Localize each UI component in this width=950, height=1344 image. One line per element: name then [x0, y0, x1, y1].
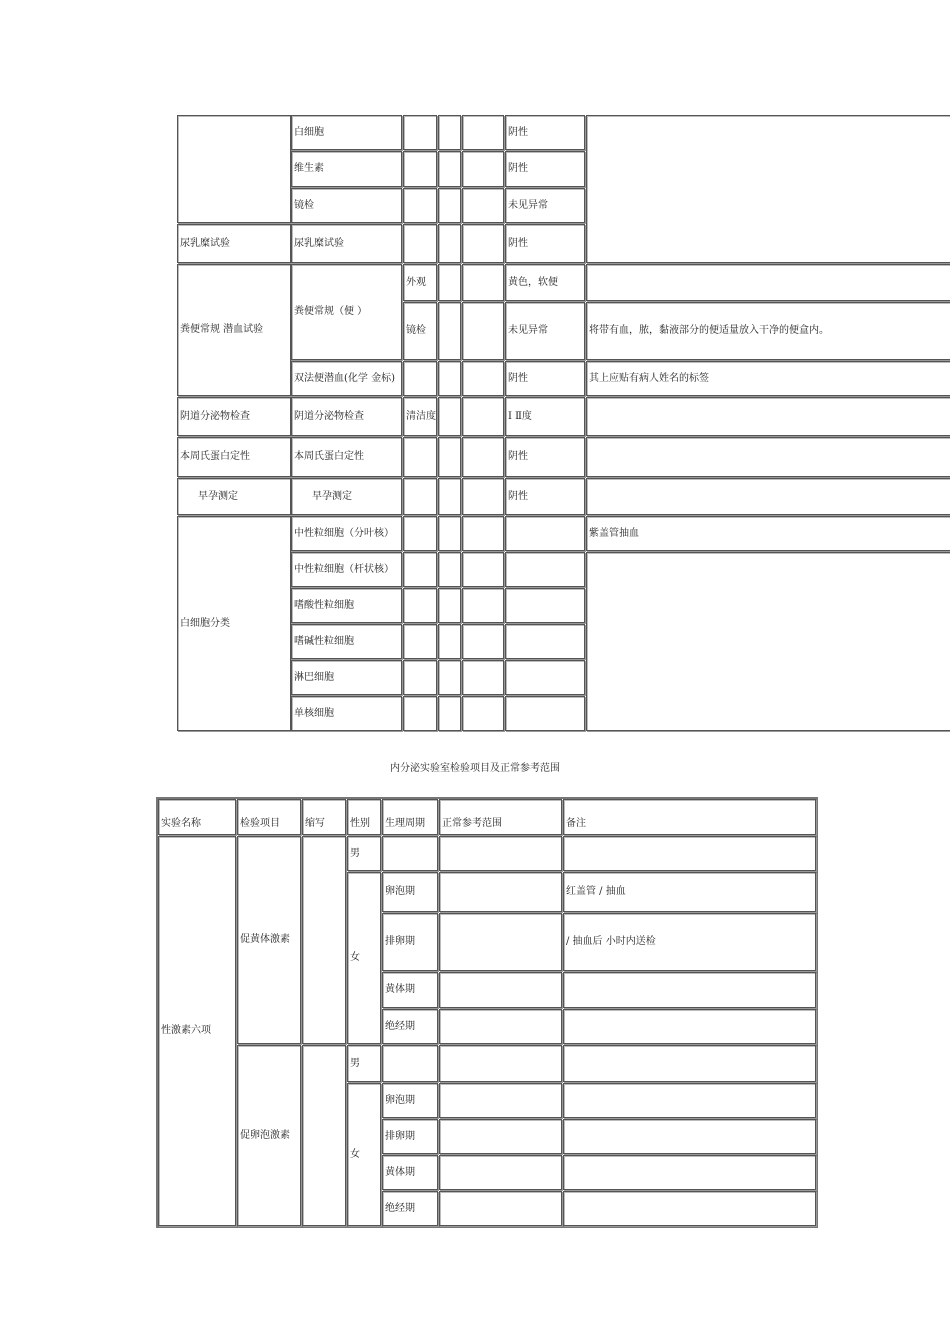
table-cell: 促黄体激素	[237, 836, 301, 1044]
table-cell	[403, 224, 437, 263]
table-cell: 紫盖管抽血	[586, 516, 950, 551]
table-cell	[438, 516, 461, 551]
column-header: 正常参考范围	[439, 799, 562, 835]
table-cell: / 抽血后 小时内送检	[563, 913, 816, 971]
table-cell	[505, 552, 585, 587]
table-cell: 镜检	[403, 302, 437, 360]
table-cell	[439, 872, 562, 912]
table-cell: 红盖管 / 抽血	[563, 872, 816, 912]
table-cell	[563, 1083, 816, 1118]
table-cell: 黄体期	[382, 972, 438, 1008]
table-cell	[403, 660, 437, 695]
table-cell	[438, 302, 461, 360]
table-cell	[403, 437, 437, 477]
table-cell	[403, 552, 437, 587]
table-cell	[439, 972, 562, 1008]
table-cell	[439, 1045, 562, 1082]
table-cell	[563, 1155, 816, 1190]
table-cell	[438, 696, 461, 731]
table-cell	[403, 478, 437, 515]
table-cell	[438, 115, 461, 150]
table-cell: 将带有血，脓，黏液部分的便适量放入干净的便盒内。	[586, 302, 950, 360]
table-cell	[438, 264, 461, 301]
table-cell	[462, 624, 504, 659]
table-cell: 维生素	[291, 151, 402, 187]
table-cell	[586, 437, 950, 477]
table-cell	[462, 115, 504, 150]
table-cell	[563, 1009, 816, 1044]
table-cell: 女	[347, 872, 381, 1044]
table-cell	[505, 624, 585, 659]
table-cell: 白细胞	[291, 115, 402, 150]
table-cell: 阴道分泌物检查	[177, 397, 291, 436]
table-cell	[382, 836, 438, 871]
table-cell	[403, 151, 437, 187]
table-cell	[382, 1045, 438, 1082]
table-cell	[563, 1119, 816, 1154]
table-cell	[505, 516, 585, 551]
table-cell: 双法便潜血(化学 金标)	[291, 361, 402, 396]
table-cell	[462, 302, 504, 360]
column-header: 性别	[347, 799, 381, 835]
table-cell	[403, 516, 437, 551]
table-cell: 促卵泡激素	[237, 1045, 301, 1226]
table-cell	[302, 836, 346, 1044]
table-cell: 本周氏蛋白定性	[291, 437, 402, 477]
table-cell: 排卵期	[382, 1119, 438, 1154]
table-cell: 阴性	[505, 151, 585, 187]
table-cell	[439, 1009, 562, 1044]
table-cell	[302, 1045, 346, 1226]
table-cell	[462, 696, 504, 731]
table-cell: 阴性	[505, 361, 585, 396]
table-cell: 粪便常规（便 ）	[291, 264, 402, 360]
table-cell	[586, 115, 950, 263]
table-cell: 清洁度	[403, 397, 437, 436]
table-cell: 镜检	[291, 188, 402, 223]
table-caption: 内分泌实验室检验项目及正常参考范围	[390, 763, 560, 774]
table-cell: 尿乳糜试验	[291, 224, 402, 263]
column-header: 检验项目	[237, 799, 301, 835]
table-cell	[439, 1155, 562, 1190]
table-cell: 嗜碱性粒细胞	[291, 624, 402, 659]
table-cell	[462, 660, 504, 695]
table-cell	[439, 836, 562, 871]
table-cell: 阴性	[505, 115, 585, 150]
table-cell	[403, 361, 437, 396]
table-cell: 阴性	[505, 224, 585, 263]
column-header: 生理周期	[382, 799, 438, 835]
table-cell: 早孕测定	[291, 478, 402, 515]
table-cell	[439, 913, 562, 971]
table-cell: 中性粒细胞（杆状核）	[291, 552, 402, 587]
table-cell	[586, 264, 950, 301]
table-cell: 早孕测定	[177, 478, 291, 515]
table-cell: 阴性	[505, 437, 585, 477]
table-cell	[438, 437, 461, 477]
table-cell	[563, 1045, 816, 1082]
table-cell	[563, 972, 816, 1008]
table-cell	[462, 188, 504, 223]
table-cell: 未见异常	[505, 302, 585, 360]
table-cell	[462, 224, 504, 263]
table-cell: 白细胞分类	[177, 516, 291, 731]
table-cell	[462, 264, 504, 301]
table-cell: 女	[347, 1083, 381, 1226]
table-cell: 其上应贴有病人姓名的标签	[586, 361, 950, 396]
table-cell	[439, 1191, 562, 1226]
table-cell: 男	[347, 1045, 381, 1082]
table-cell: 尿乳糜试验	[177, 224, 291, 263]
table-cell	[563, 1191, 816, 1226]
table-cell	[438, 660, 461, 695]
table-cell: 阴道分泌物检查	[291, 397, 402, 436]
table-cell	[462, 552, 504, 587]
table-cell	[586, 552, 950, 731]
table-cell	[403, 188, 437, 223]
table-cell: 阴性	[505, 478, 585, 515]
table-cell: 排卵期	[382, 913, 438, 971]
table-cell: Ⅰ Ⅱ度	[505, 397, 585, 436]
table-cell	[563, 836, 816, 871]
table-cell: 中性粒细胞（分叶核）	[291, 516, 402, 551]
table-cell: 粪便常规 潜血试验	[177, 264, 291, 396]
table-cell	[403, 115, 437, 150]
table-cell	[438, 552, 461, 587]
table-cell: 绝经期	[382, 1009, 438, 1044]
table-cell: 性激素六项	[158, 836, 236, 1226]
table-cell	[462, 361, 504, 396]
table-cell	[439, 1083, 562, 1118]
table-cell	[403, 624, 437, 659]
table-cell	[438, 624, 461, 659]
table-cell	[462, 588, 504, 623]
table-cell	[462, 397, 504, 436]
table-cell: 男	[347, 836, 381, 871]
table-cell: 黄体期	[382, 1155, 438, 1190]
table-cell	[177, 115, 291, 223]
table-cell	[439, 1119, 562, 1154]
table-cell: 外观	[403, 264, 437, 301]
column-header: 缩写	[302, 799, 346, 835]
table-cell	[505, 660, 585, 695]
table-cell	[462, 516, 504, 551]
table-cell: 本周氏蛋白定性	[177, 437, 291, 477]
table-cell: 卵泡期	[382, 872, 438, 912]
column-header: 实验名称	[158, 799, 236, 835]
table-cell	[462, 478, 504, 515]
table-cell	[462, 151, 504, 187]
table-cell	[462, 437, 504, 477]
table-cell	[438, 397, 461, 436]
table-cell	[403, 588, 437, 623]
table-cell	[438, 361, 461, 396]
table-cell	[586, 397, 950, 436]
table-cell	[586, 478, 950, 515]
table-cell: 嗜酸性粒细胞	[291, 588, 402, 623]
table-cell: 黄色，软便	[505, 264, 585, 301]
table-cell	[505, 588, 585, 623]
table-cell	[403, 696, 437, 731]
table-cell	[505, 696, 585, 731]
table-cell	[438, 588, 461, 623]
table-cell	[438, 188, 461, 223]
table-cell: 单核细胞	[291, 696, 402, 731]
table-cell: 淋巴细胞	[291, 660, 402, 695]
column-header: 备注	[563, 799, 816, 835]
table-cell	[438, 151, 461, 187]
table-cell: 未见异常	[505, 188, 585, 223]
table-cell: 卵泡期	[382, 1083, 438, 1118]
table-cell	[438, 224, 461, 263]
table-cell: 绝经期	[382, 1191, 438, 1226]
table-cell	[438, 478, 461, 515]
